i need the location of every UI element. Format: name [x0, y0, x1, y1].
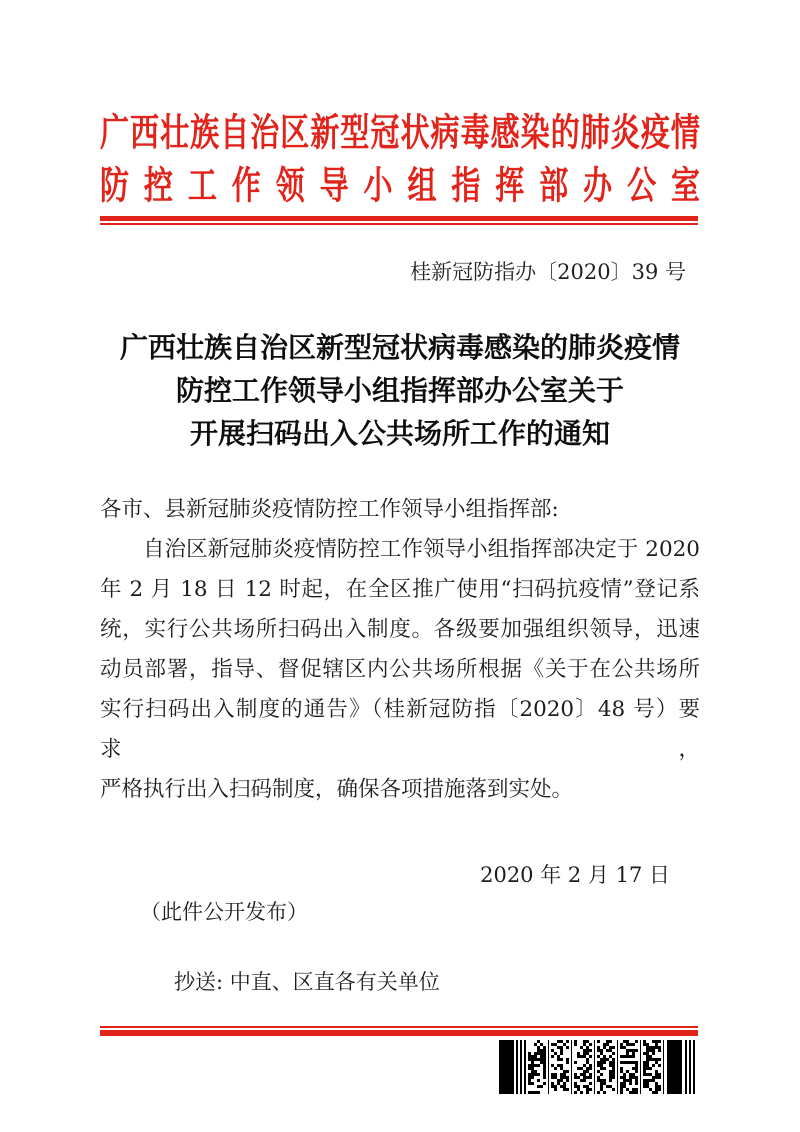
banner-char: 挥 — [495, 163, 525, 208]
banner-line-2 — [100, 149, 700, 219]
banner-char: 疫 — [640, 110, 670, 155]
footer-rule-thin — [100, 1026, 698, 1028]
banner-char: 状 — [400, 110, 430, 155]
issue-date: 2020 年 2 月 17 日 — [480, 863, 670, 887]
footer-rule-thick — [100, 1030, 698, 1036]
document-body — [100, 490, 700, 810]
public-release-note: （此件公开发布） — [140, 900, 308, 924]
banner-char: 病 — [430, 110, 460, 155]
banner-char: 族 — [190, 110, 220, 155]
document-barcode — [499, 1040, 699, 1094]
banner-char: 防 — [100, 163, 130, 208]
red-header-banner — [100, 104, 700, 210]
banner-char: 西 — [130, 110, 160, 155]
body-paragraph — [100, 530, 700, 810]
banner-char: 型 — [340, 110, 370, 155]
cc-line: 抄送: 中直、区直各有关单位 — [174, 970, 440, 994]
banner-char: 公 — [627, 163, 657, 208]
banner-char: 导 — [319, 163, 349, 208]
banner-char: 组 — [407, 163, 437, 208]
banner-char: 毒 — [460, 110, 490, 155]
banner-char: 壮 — [160, 110, 190, 155]
document-title — [100, 326, 700, 455]
banner-char: 感 — [490, 110, 520, 155]
body-line: 严格执行出入扫码制度，确保各项措施落到实处。 — [100, 777, 574, 802]
banner-char: 冠 — [370, 110, 400, 155]
body-line: 统，实行公共场所扫码出入制度。各级要加强组织领导，迅速 — [100, 617, 700, 642]
banner-char: 区 — [280, 110, 310, 155]
document-barcode-svg — [499, 1040, 699, 1094]
salutation: 各市、县新冠肺炎疫情防控工作领导小组指挥部: — [100, 497, 559, 522]
banner-char: 指 — [451, 163, 481, 208]
body-line: 动员部署，指导、督促辖区内公共场所根据《关于在公共场所 — [100, 657, 700, 682]
body-line: 年 2 月 18 日 12 时起，在全区推广使用“扫码抗疫情”登记系 — [100, 577, 700, 602]
header-rule-thin — [100, 223, 698, 225]
header-rule-thick — [100, 216, 698, 221]
doc-number: 桂新冠防指办〔2020〕39 号 — [410, 260, 686, 284]
title-line: 防控工作领导小组指挥部办公室关于 — [175, 374, 624, 407]
banner-char: 情 — [670, 110, 700, 155]
banner-char: 办 — [583, 163, 613, 208]
title-line: 开展扫码出入公共场所工作的通知 — [189, 417, 610, 450]
banner-char: 工 — [187, 163, 217, 208]
banner-char: 部 — [539, 163, 569, 208]
banner-char: 作 — [231, 163, 261, 208]
title-line: 广西壮族自治区新型冠状病毒感染的肺炎疫情 — [119, 331, 680, 364]
banner-char: 控 — [143, 163, 173, 208]
banner-char: 治 — [250, 110, 280, 155]
body-line: 实行扫码出入制度的通告》（桂新冠防指〔2020〕48 号）要求， — [100, 697, 700, 762]
banner-char: 染 — [520, 110, 550, 155]
body-line: 自治区新冠肺炎疫情防控工作领导小组指挥部决定于 2020 — [143, 537, 700, 562]
banner-char: 新 — [310, 110, 340, 155]
banner-char: 肺 — [580, 110, 610, 155]
banner-char: 小 — [363, 163, 393, 208]
banner-char: 的 — [550, 110, 580, 155]
banner-char: 广 — [100, 110, 130, 155]
banner-char: 领 — [275, 163, 305, 208]
banner-char: 自 — [220, 110, 250, 155]
banner-char: 室 — [670, 163, 700, 208]
banner-char: 炎 — [610, 110, 640, 155]
